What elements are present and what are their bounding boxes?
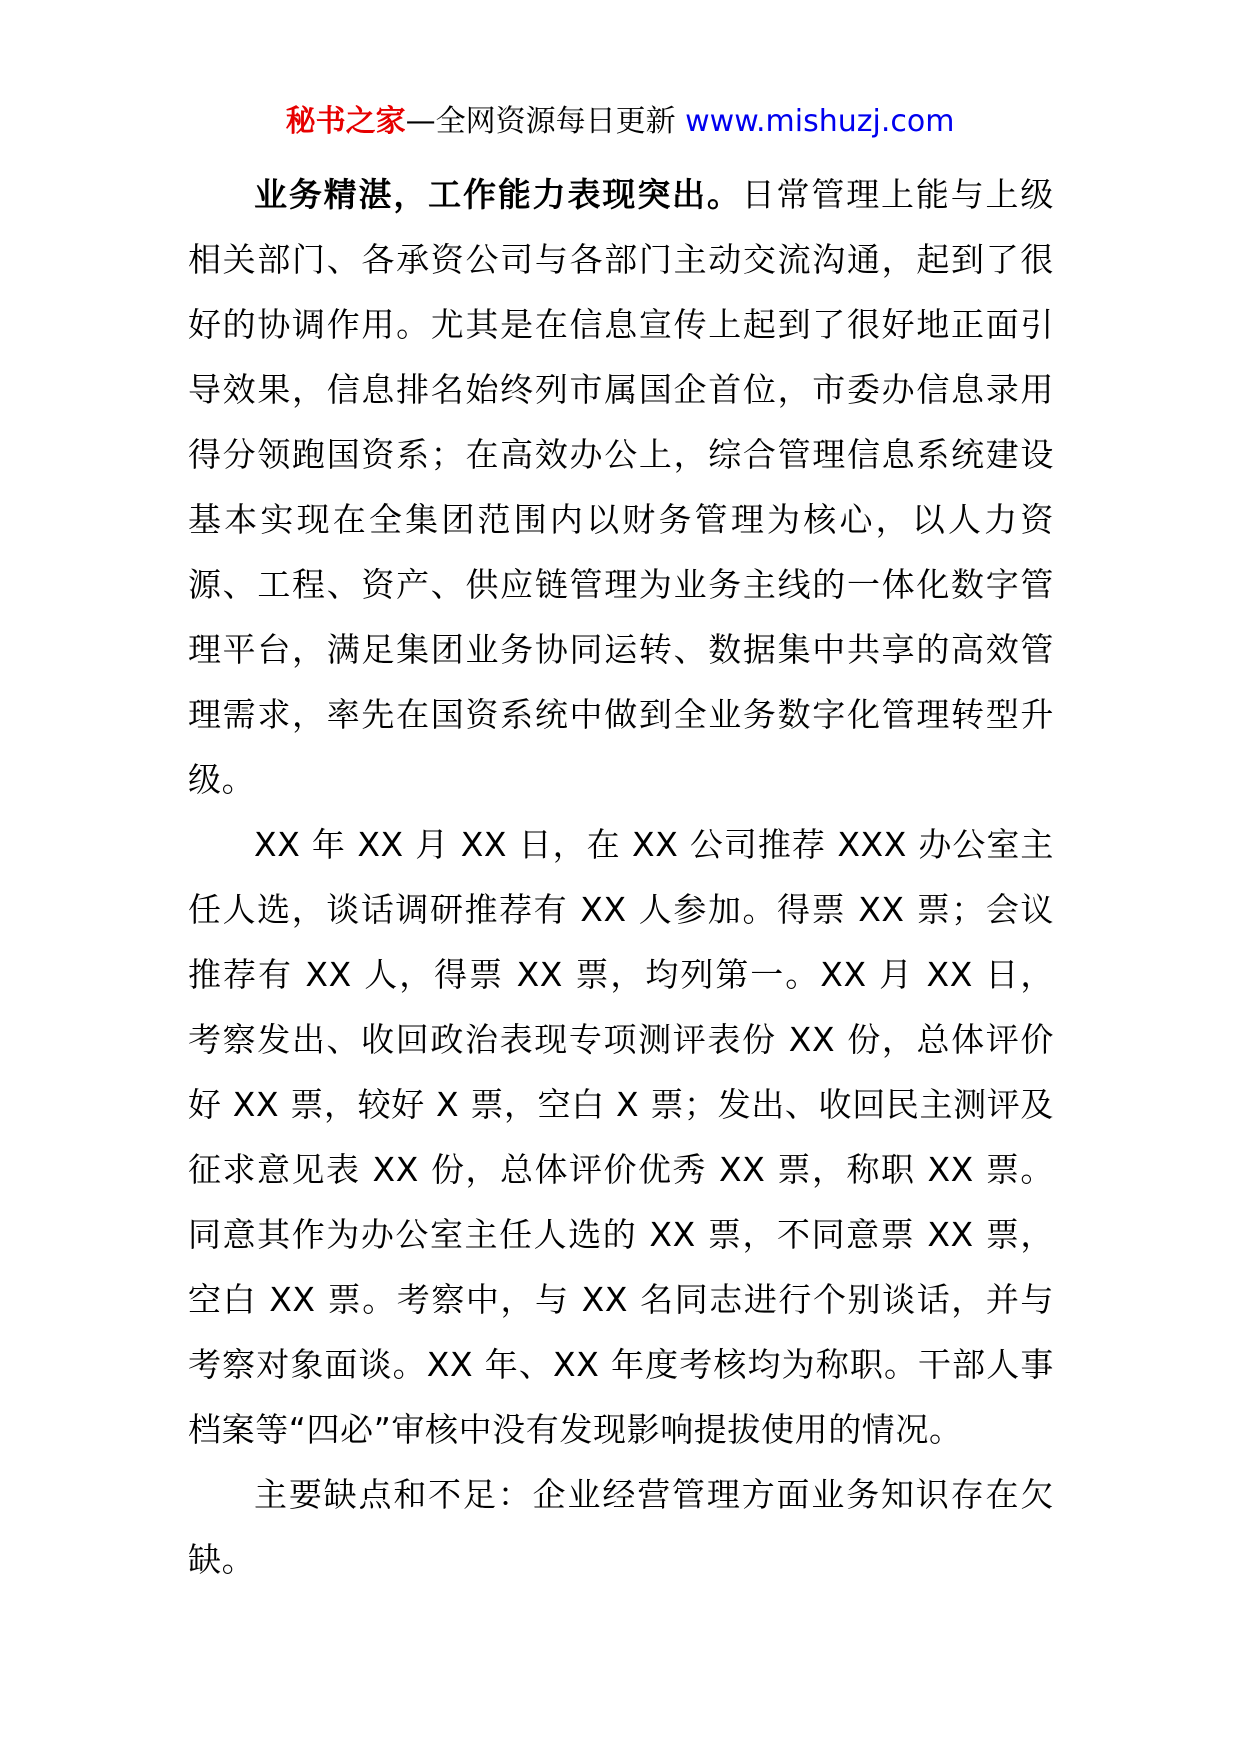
paragraph-3-text: 主要缺点和不足：企业经营管理方面业务知识存在欠缺。 xyxy=(188,1475,1054,1579)
header-brand: 秘书之家 xyxy=(285,104,406,139)
paragraph-1-text: 日常管理上能与上级相关部门、各承资公司与各部门主动交流沟通，起到了很好的协调作用。尤其是在信息宣传上起到了很好地正面引导效果，信息排名始终列市属国企首位，市委办信息录用得分领跑国资系；在高效办公上，综合管理信息系统建设基本实现在全集团范围内以财务管理为核心，以人力资源、工程、资产、供应链管理为业务主线的一体化数字管理平台，满足集团业务协同运转、数据集中共享的高效管理需求，率先在国资系统中做到全业务数字化管理转型升级。 xyxy=(188,175,1054,799)
paragraph-2 xyxy=(188,812,1054,1462)
header-slogan: —全网资源每日更新 xyxy=(405,104,686,139)
document-body xyxy=(188,162,1054,1592)
paragraph-1-lead: 业务精湛，工作能力表现突出。 xyxy=(254,175,742,214)
paragraph-3 xyxy=(188,1462,1054,1592)
paragraph-1 xyxy=(188,162,1054,812)
paragraph-2-text: XX 年 XX 月 XX 日，在 XX 公司推荐 XXX 办公室主任人选，谈话调研推荐有 XX 人参加。得票 XX 票；会议推荐有 XX 人，得票 XX 票，均列第一。XX 月 XX 日，考察发出、收回政治表现专项测评表份 XX 份，总体评价好 XX 票，较好 X 票，空白 X 票；发出、收回民主测评及征求意见表 XX 份，总体评价优秀 XX 票，称职 XX 票。同意其作为办公室主任人选的 XX 票，不同意票 XX 票，空白 XX 票。考察中，与 XX 名同志进行个别谈话，并与考察对象面谈。XX 年、XX 年度考核均为称职。干部人事档案等“四必”审核中没有发现影响提拔使用的情况。 xyxy=(188,825,1054,1449)
page-header xyxy=(0,102,1240,142)
header-url-link[interactable]: www.mishuzj.com xyxy=(685,104,955,139)
